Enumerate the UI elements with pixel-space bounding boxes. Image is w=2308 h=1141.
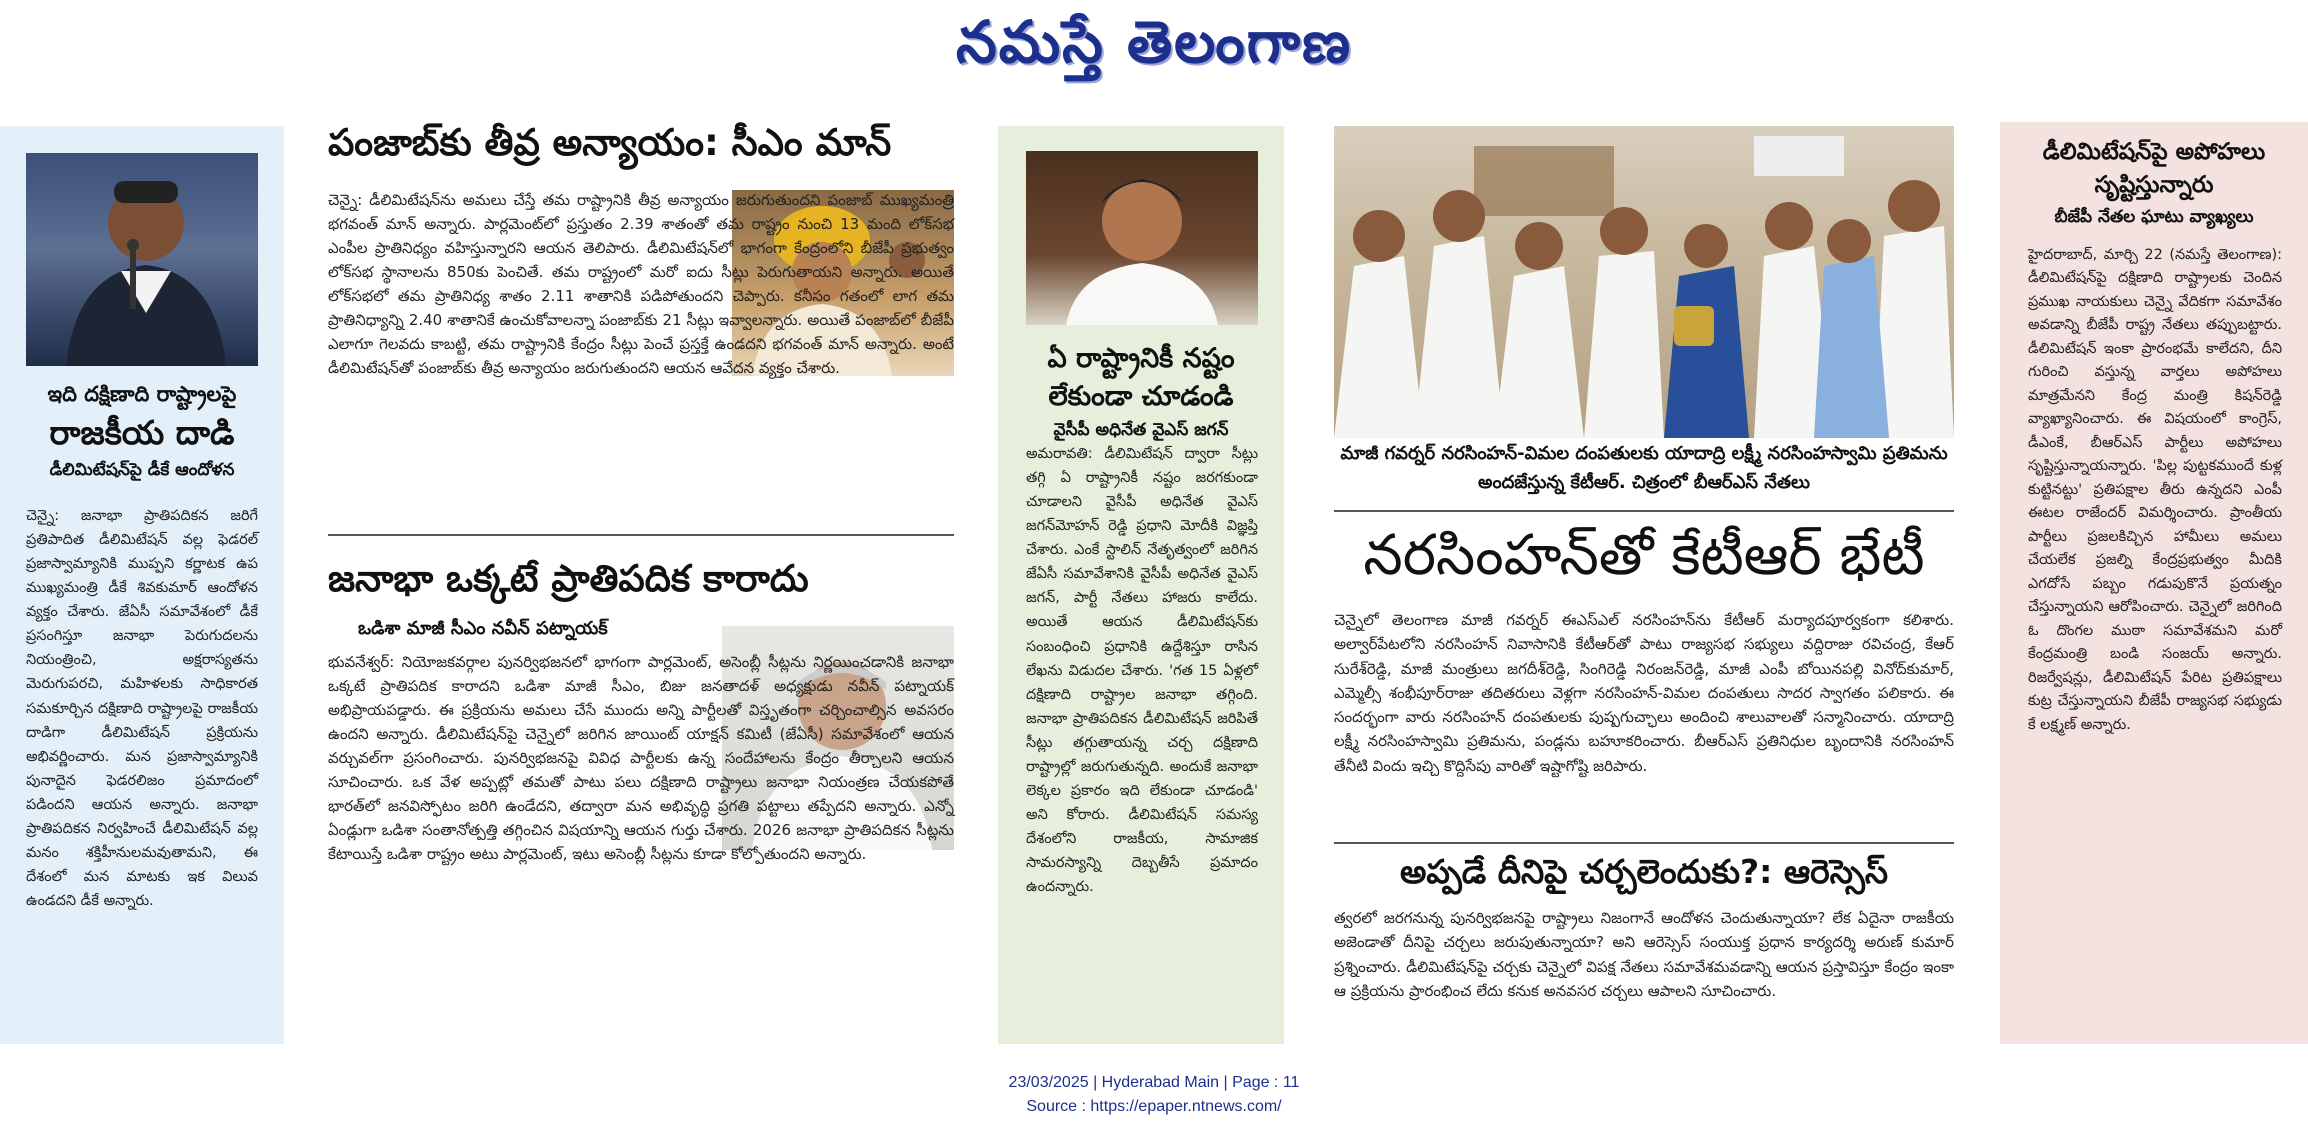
source-link[interactable]: Source : https://epaper.ntnews.com/ bbox=[1026, 1098, 1282, 1115]
ktr-story bbox=[1320, 118, 1968, 891]
masthead-logo: నమస్తే తెలంగాణ bbox=[956, 8, 1352, 76]
ktr-story-body: చెన్నైలో తెలంగాణ మాజీ గవర్నర్ ఈఎస్‌ఎల్ నరసింహన్‌ను కేటీఆర్ మర్యాదపూర్వకంగా కలిశారు. అల్వార్‌పేటలోని నరసింహన్ నివాసానికి కేటీఆర్‌తో పాటు రాజ్యసభ సభ్యులు వద్దిరాజు రవిచంద్ర, కేఆర్ సురేశ్‌రెడ్డి, మాజీ మంత్రులు జగదీశ్‌రెడ్డి, సింగిరెడ్డి నిరంజన్‌రెడ్డి, మాజీ ఎంపీ బోయినపల్లి వినోద్‌కుమార్, ఎమ్మెల్సీ శంభీపూర్‌రాజు తదితరులు వెళ్లగా నరసింహన్-విమల దంపతులు సాదర స్వాగతం పలికారు. ఈ సందర్భంగా వారు నరసింహన్ దంపతులకు పుష్పగుచ్ఛాలు అందించి శాలువాలతో సన్మానించారు. యాదాద్రి లక్ష్మీ నరసింహస్వామి ప్రతిమను, పండ్లను బహూకరించారు. బీఆర్‌ఎస్ ప్రతినిధుల బృందానికి నరసింహన్ తేనీటి విందు ఇచ్చి కొద్దిసేపు వారితో ఇష్టాగోష్టి జరిపారు. bbox=[1334, 611, 1954, 775]
rss-story-headline: అప్పడే దీనిపై చర్చలెందుకు?: ఆరెస్సెస్ bbox=[1399, 852, 1889, 891]
bjp-story-panel bbox=[2000, 122, 2308, 1044]
odisha-story-subhead: ఒడిశా మాజీ సీఎం నవీన్ పట్నాయక్ bbox=[358, 618, 608, 639]
jagan-story-panel bbox=[998, 126, 1284, 1044]
ktr-story-headline: నరసింహన్‌తో కేటీఆర్ భేటీ bbox=[1363, 523, 1925, 588]
divider bbox=[1334, 510, 1954, 512]
page-info: 23/03/2025 | Hyderabad Main | Page : 11 bbox=[1008, 1074, 1300, 1091]
bjp-story-subhead: బీజేపీ నేతల ఘాటు వ్యాఖ్యలు bbox=[2054, 206, 2254, 227]
divider bbox=[328, 534, 954, 536]
divider bbox=[1334, 842, 1954, 844]
dk-shivakumar-photo bbox=[26, 153, 258, 366]
bjp-story-headline: డీలిమిటేషన్‌పై అపోహలు సృష్టిస్తున్నారు bbox=[2042, 139, 2266, 199]
punjab-story bbox=[318, 118, 962, 532]
ktr-photo-caption: మాజీ గవర్నర్ నరసింహన్-విమల దంపతులకు యాదాద్రి లక్ష్మీ నరసింహస్వామి ప్రతిమను అందజేస్తున్న కేటీఆర్. చిత్రంలో బీఆర్‌ఎస్ నేతలు bbox=[1340, 443, 1948, 493]
left-story-body: చెన్నై: జనాభా ప్రాతిపదికన జరిగే ప్రతిపాదిత డీలిమిటేషన్ వల్ల ఫెడరల్ ప్రజాస్వామ్యానికి ముప్పని కర్ణాటక ఉప ముఖ్యమంత్రి డీకే శివకుమార్ ఆందోళన వ్యక్తం చేశారు. జేఏసీ సమావేశంలో డీకే ప్రసంగిస్తూ జనాభా పెరుగుదలను నియంత్రించి, అక్షరాస్యతను మెరుగుపరచి, మహిళలకు సాధికారత సమకూర్చిన దక్షిణాది రాష్ట్రాలపై రాజకీయ దాడిగా డీలిమిటేషన్ ప్రక్రియను అభివర్ణించారు. మన ప్రజాస్వామ్యానికి పునాదైన ఫెడరలిజం ప్రమాదంలో పడిందని ఆయన అన్నారు. జనాభా ప్రాతిపదికన నిర్వహించే డీలిమిటేషన్ వల్ల మనం శక్తిహీనులమవుతామని, ఈ దేశంలో మన మాటకు ఇక విలువ ఉండదని డీకే అన్నారు. bbox=[26, 508, 258, 909]
ktr-meeting-group-photo bbox=[1334, 126, 1954, 438]
jagan-story-subhead: వైసీపీ అధినేత వైఎస్ జగన్ bbox=[1053, 419, 1229, 440]
left-story-subhead: డీలిమిటేషన్‌పై డీకే ఆందోళన bbox=[49, 460, 235, 481]
bjp-story-body: హైదరాబాద్, మార్చి 22 (నమస్తే తెలంగాణ): డీలిమిటేషన్‌పై దక్షిణాది రాష్ట్రాలకు చెందిన ప్రముఖ నాయకులు చెన్నై వేదికగా సమావేశం అవడాన్ని బీజేపీ రాష్ట్ర నేతలు తప్పుబట్టారు. డీలిమిటేషన్ ఇంకా ప్రారంభమే కాలేదని, దీని గురించి వస్తున్న వార్తలు అపోహలు మాత్రమేనని కేంద్ర మంత్రి కిషన్‌రెడ్డి వ్యాఖ్యానించారు. ఈ విషయంలో కాంగ్రెస్, డీఎంకే, బీఆర్‌ఎస్ పార్టీలు అపోహలు సృష్టిస్తున్నాయన్నారు. 'పిల్ల పుట్టకముందే కుళ్ల కుట్టినట్టు' ప్రతిపక్షాల తీరు ఉన్నదని ఎంపీ ఈటల రాజేందర్ విమర్శించారు. ప్రాంతీయ పార్టీలు ప్రజలకిచ్చిన హామీలు అమలు చేయలేక ప్రజల్ని కేంద్రప్రభుత్వం మీదికి ఎగదోసే పబ్బం గడుపుకొనే ప్రయత్నం చేస్తున్నాయని ఆరోపించారు. చెన్నైలో జరిగింది ఓ దొంగల ముఠా సమావేశమని మరో కేంద్రమంత్రి బండి సంజయ్ అన్నారు. రిజర్వేషన్లు, డీలిమిటేషన్ పేరిట ప్రతిపక్షాలు కుట్ర చేస్తున్నాయని బీజేపీ రాజ్యసభ సభ్యుడు కే లక్ష్మణ్ అన్నారు. bbox=[2028, 247, 2282, 733]
left-story-headline: రాజకీయ దాడి bbox=[49, 413, 235, 453]
punjab-story-headline: పంజాబ్‌కు తీవ్ర అన్యాయం: సీఎం మాన్ bbox=[328, 121, 892, 164]
jagan-story-headline: ఏ రాష్ట్రానికీ నష్టం లేకుండా చూడండి bbox=[1047, 343, 1235, 412]
ys-jagan-photo bbox=[1026, 151, 1258, 325]
jagan-story-body: అమరావతి: డీలిమిటేషన్ ద్వారా సీట్లు తగ్గి ఏ రాష్ట్రానికీ నష్టం జరగకుండా చూడాలని వైసీపీ అధినేత వైఎస్ జగన్‌మోహన్ రెడ్డి ప్రధాని మోదీకి విజ్ఞప్తి చేశారు. ఎంకే స్టాలిన్ నేతృత్వంలో జరిగిన జేఏసీ సమావేశానికి వైసీపీ అధినేత వైఎస్ జగన్, పార్టీ నేతలు హాజరు కాలేదు. అయితే ఆయన డీలిమిటేషన్‌కు సంబంధించి ప్రధానికి ఉద్దేశిస్తూ రాసిన లేఖను విడుదల చేశారు. 'గత 15 ఏళ్లలో దక్షిణాది రాష్ట్రాల జనాభా తగ్గింది. జనాభా ప్రాతిపదికన డీలిమిటేషన్ జరిపితే సీట్లు తగ్గుతాయన్న చర్చ దక్షిణాది రాష్ట్రాల్లో జరుగుతున్నది. అందుకే జనాభా లెక్కల ప్రకారం ఇది లేకుండా చూడండి' అని కోరారు. డీలిమిటేషన్ సమస్య దేశంలోని రాజకీయ, సామాజిక సామరస్యాన్ని దెబ్బతీసే ప్రమాదం ఉందన్నారు. bbox=[1026, 446, 1258, 896]
odisha-story-headline: జనాభా ఒక్కటే ప్రాతిపదిక కారాదు bbox=[328, 557, 809, 600]
left-story-kicker: ఇది దక్షిణాది రాష్ట్రాలపై bbox=[47, 382, 237, 406]
punjab-story-body: చెన్నై: డీలిమిటేషన్‌ను అమలు చేస్తే తమ రాష్ట్రానికి తీవ్ర అన్యాయం జరుగుతుందని పంజాబ్ ముఖ్యమంత్రి భగవంత్ మాన్ అన్నారు. పార్లమెంట్‌లో ప్రస్తుతం 2.39 శాతంతో తమ రాష్ట్రం నుంచి 13 మంది లోక్‌సభ ఎంపీల ప్రాతినిధ్యం వహిస్తున్నారని ఆయన తెలిపారు. డీలిమిటేషన్‌లో భాగంగా కేంద్రంలోని బీజేపీ ప్రభుత్వం లోక్‌సభ స్థానాలను 850కు పెంచితే. తమ రాష్ట్రంలో మరో ఐదు సీట్లు పెరుగుతాయని అన్నారు. అయితే లోక్‌సభలో తమ ప్రాతినిధ్య శాతం 2.11 శాతానికి పడిపోతుందని చెప్పారు. కనీసం గతంలో లాగ తమ ప్రాతినిధ్యాన్ని 2.40 శాతానికే ఉంచుకోవాలన్నా పంజాబ్‌కు 21 సీట్లు ఇవ్వాలన్నారు. అయితే పంజాబ్‌లో బీజేపీ ఎలాగూ గెలవదు కాబట్టి, తమ రాష్ట్రానికి కేంద్రం సీట్లు పెంచే ప్రస్తక్తే ఉండదని భగవంత్ మాన్ అన్నారు. అంటే డీలిమిటేషన్‌తో పంజాబ్‌కు తీవ్ర అన్యాయం జరుగుతుందని ఆయన ఆవేదన వ్యక్తం చేశారు. bbox=[328, 191, 954, 377]
rss-story-body: త్వరలో జరగనున్న పునర్విభజనపై రాష్ట్రాలు నిజంగానే ఆందోళన చెందుతున్నాయా? లేక ఏదైనా రాజకీయ అజెండాతో దీనిపై చర్చలు జరుపుతున్నాయా? అని ఆరెస్సెస్ సంయుక్త ప్రధాన కార్యదర్శి అరుణ్ కుమార్ ప్రశ్నించారు. డీలిమిటేషన్‌పై చర్చకు చెన్నైలో విపక్ష నేతలు సమావేశమవడాన్ని ఆయన ప్రస్తావిస్తూ కేంద్రం ఇంకా ఆ ప్రక్రియను ప్రారంభించ లేదు కనుక అనవసర చర్చలు ఆపాలని సూచించారు. bbox=[1334, 909, 1954, 1000]
left-story-panel bbox=[0, 126, 284, 1044]
odisha-story-body: భువనేశ్వర్: నియోజకవర్గాల పునర్విభజనలో భాగంగా పార్లమెంట్, అసెంబ్లీ సీట్లను నిర్ణయించడానికి జనాభా ఒక్కటే ప్రాతిపదిక కారాదని ఒడిశా మాజీ సీఎం, బిజు జనతాదళ్ అధ్యక్షుడు నవీన్ పట్నాయక్ అభిప్రాయపడ్డారు. ఈ ప్రక్రియను అమలు చేసే ముందు అన్ని పార్టీలతో విస్తృతంగా చర్చించాల్సిన అవసరం ఉందని అన్నారు. డీలిమిటేషన్‌పై చెన్నైలో జరిగిన జాయింట్ యాక్షన్ కమిటీ (జేఏసీ) సమావేశంలో ఆయన వర్చువల్‌గా ప్రసంగించారు. పునర్విభజనపై వివిధ పార్టీలకు ఉన్న సందేహాలను కేంద్రం తీర్చాలని ఆయన సూచించారు. ఒక వేళ అప్పట్లో తమతో పాటు పలు దక్షిణాది రాష్ట్రాలు జనాభా నియంత్రణ చేయకపోతే భారత్‌లో జనవిస్ఫోటం జరిగి ఉండేదని, తద్వారా మన అభివృద్ధి ప్రగతి పట్టాలు తప్పేదని అన్నారు. ఎన్నో ఏండ్లుగా ఒడిశా సంతానోత్పత్తి తగ్గించిన విషయాన్ని ఆయన గుర్తు చేశారు. 2026 జనాభా ప్రాతిపదికన సీట్లను కేటాయిస్తే ఒడిశా రాష్ట్రం అటు పార్లమెంట్, ఇటు అసెంబ్లీ సీట్లను కూడా కోల్పోతుందని అన్నారు. bbox=[328, 653, 954, 863]
odisha-story bbox=[318, 554, 962, 1054]
